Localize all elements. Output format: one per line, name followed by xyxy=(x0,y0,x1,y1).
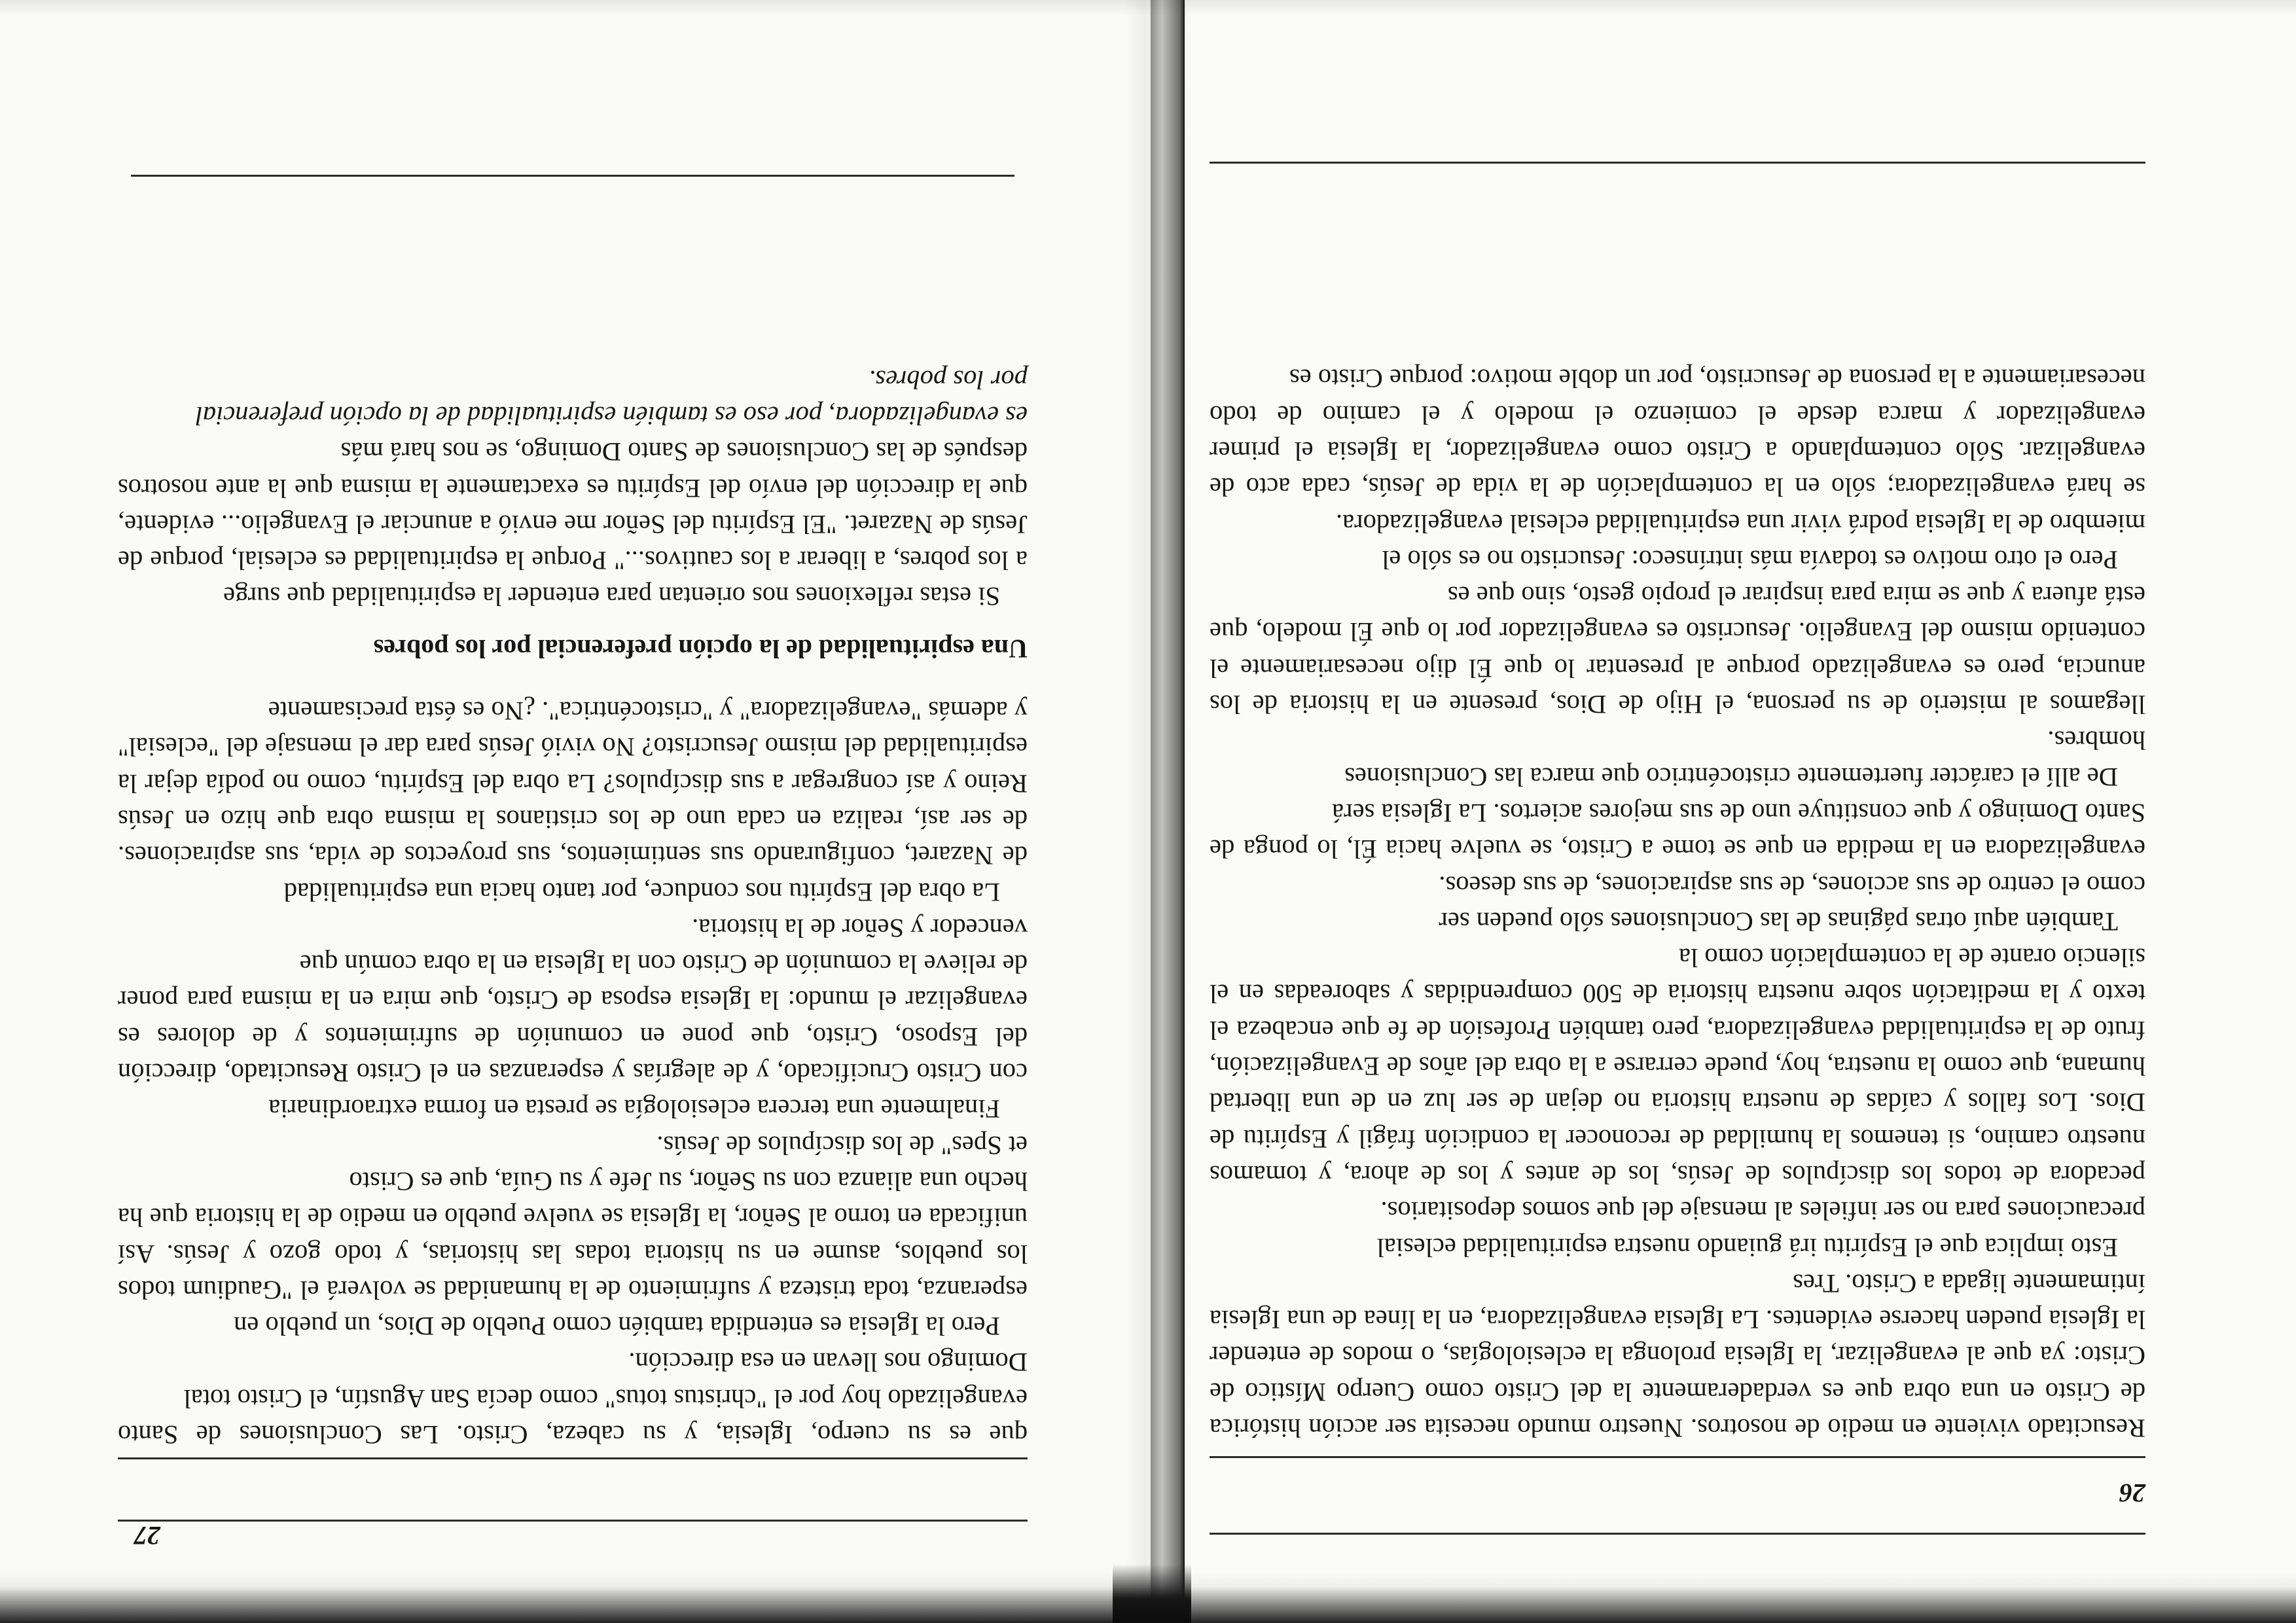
text-block-page-26 xyxy=(1210,361,2145,1446)
paragraph: De allí el carácter fuertemente cristocéntrico que marca las Conclusiones xyxy=(1344,762,2118,792)
header-rule-lower xyxy=(118,1457,1028,1459)
folio-26: 26 xyxy=(2119,1478,2145,1508)
paragraph: et Spes" de los discípulos de Jesús. xyxy=(656,1130,1028,1160)
paragraph: es evangelizadora, por eso es también espiritualidad de la opción preferencial xyxy=(195,401,1028,431)
folio-27: 27 xyxy=(134,1521,160,1550)
paragraph: La obra del Espíritu nos conduce, por tanto hacia una espiritualidad xyxy=(283,877,1000,907)
paragraph: se hará evangelizadora; sólo en la contemplación de la vida de Jesús, cada acto de evangelizar. Sólo contemplando a Cristo como evangelizador, la Iglesia el primer evangelizador y marca desde el comienzo el modelo y el camino de todo necesariamente a la persona de Jesucristo, por un doble motivo: porque Cristo es xyxy=(1210,364,2145,503)
left-page-content xyxy=(1151,0,2296,1623)
section-heading: Una espiritualidad de la opción preferencial por los pobres xyxy=(373,633,1028,664)
paragraph: evangelizadora en la medida en que se tome a Cristo, se vuelve hacia Él, lo ponga de Santo Domingo y que constituye uno de sus mejores aciertos. La Iglesia será xyxy=(1210,798,2145,865)
text-block-page-27 xyxy=(118,361,1028,1453)
paragraph: de Nazaret, configurando sus sentimientos, sus proyectos de vida, sus aspiraciones. de ser así, realiza en cada uno de los cristianos la misma obra que hizo en Jesús Reino y así congregar a sus discípulos? La obra del Espíritu, como no podía dejar la espiritualidad del mismo Jesucristo? No vivió Jesús para dar el mensaje del "eclesial" y además "evangelizadora" y "cristocéntrica". ¿No es ésta precisamente xyxy=(118,696,1028,871)
paragraph: esperanza, toda tristeza y sufrimiento de la humanidad se volverá el "Gaudium todos los pueblos, asume en su historia todas las historias, y todo gozo y Jesús. Así unificada en torno al Señor, la Iglesia se vuelve pueblo en medio de la historia que ha hecho una alianza con su Señor, su Jefe y su Guía, que es Cristo xyxy=(118,1166,1028,1305)
paragraph: precauciones para no ser infieles al mensaje del que somos depositarios. xyxy=(1380,1196,2145,1226)
paragraph: que es su cuerpo, Iglesia, y su cabeza, Cristo. Las Conclusiones de Santo evangelizado hoy por el "christus totus" como decía San Agustín, el Cristo total xyxy=(118,1383,1028,1450)
paragraph: Pero la Iglesia es entendida también como Pueblo de Dios, un pueblo en xyxy=(234,1311,1000,1342)
paragraph: vencedor y Señor de la historia. xyxy=(692,913,1028,943)
paragraph: También aquí otras páginas de las Conclusiones sólo pueden ser xyxy=(1439,906,2118,936)
paragraph: llegamos al misterio de su persona, el Hijo de Dios, presente en la historia de los anuncia, pero es evangelizado porque al presentar lo que Él dijo necesariamente el contenido mismo del Evangelio. Jesucristo es evangelizador por lo que Él modelo, que está afuera y que se mira para inspirar el propio gesto, sino que es xyxy=(1210,581,2145,720)
right-page-content xyxy=(0,0,1145,1623)
paragraph: miembro de la Iglesia podrá vivir una espiritualidad eclesial evangelizadora. xyxy=(1335,508,2145,539)
paragraph: a los pobres, a liberar a los cautivos..." Porque la espiritualidad es eclesial, porque de Jesús de Nazaret. "El Espíritu del Señor me envió a anunciar el Evangelio... evidente, que la dirección del envío del Espíritu es exactamente la misma que la ante nosotros después de las Conclusiones de Santo Domingo, se nos hará más xyxy=(118,437,1028,576)
paragraph: hombres. xyxy=(2047,726,2145,756)
paragraph: Resucitado viviente en medio de nosotros. Nuestro mundo necesita ser acción histórica de Cristo en una obra que es verdaderamente la del Cristo como Cuerpo Místico de Cristo: ya que al evangelizar, la Iglesia prolonga la eclesiologías, o modos de entender la Iglesia pueden hacerse evidentes. La Iglesia evangelizadora, en la línea de una Iglesia íntimamente ligada a Cristo. Tres xyxy=(1210,1268,2145,1443)
header-rule-lower xyxy=(1210,1456,2145,1458)
paragraph: Esto implica que el Espíritu irá guiando nuestra espiritualidad eclesial xyxy=(1376,1232,2118,1262)
bottom-rule xyxy=(131,175,1014,177)
paragraph: Domingo nos llevan en esa dirección. xyxy=(628,1347,1028,1378)
paragraph: por los pobres. xyxy=(869,365,1028,395)
paragraph: Pero el otro motivo es todavía más intrínseco: Jesucristo no es sólo el xyxy=(1382,544,2118,575)
header-rule xyxy=(118,1520,1028,1522)
paragraph: con Cristo Crucificado, y de alegrías y esperanzas en el Cristo Resucitado, dirección del Esposo, Cristo, que pone en comunión de sufrimientos y de dolores es evangelizar el mundo: la Iglesia esposa de Cristo, que mira en la misma para poner de relieve la comunión de Cristo con la Iglesia en la obra común que xyxy=(118,950,1028,1088)
paragraph: Finalmente una tercera eclesiología se presta en forma extraordinaria xyxy=(268,1094,1000,1124)
bottom-rule xyxy=(1210,162,2145,164)
paragraph: pecadora de todos los discípulos de Jesús, los de antes y los de ahora, y tomamos nuestro camino, si tenemos la humildad de reconocer la condición frágil y Espíritu de Dios. Los fallos y caídas de nuestra historia no dejan de ser luz en de una libertad humana, que como la nuestra, hoy, puede cerrarse a la obra del años de Evangelización, fruto de la espiritualidad evangelizadora, pero también Profesión de fe que encabeza el texto y la meditación sobre nuestra historia de 500 comprendidas y saboreadas en el silencio orante de la contemplación como la xyxy=(1210,943,2145,1190)
paragraph: Si estas reflexiones nos orientan para entender la espiritualidad que surge xyxy=(223,582,1000,612)
header-rule xyxy=(1210,1533,2145,1535)
paragraph: como el centro de sus acciones, de sus aspiraciones, de sus deseos. xyxy=(1439,870,2145,901)
